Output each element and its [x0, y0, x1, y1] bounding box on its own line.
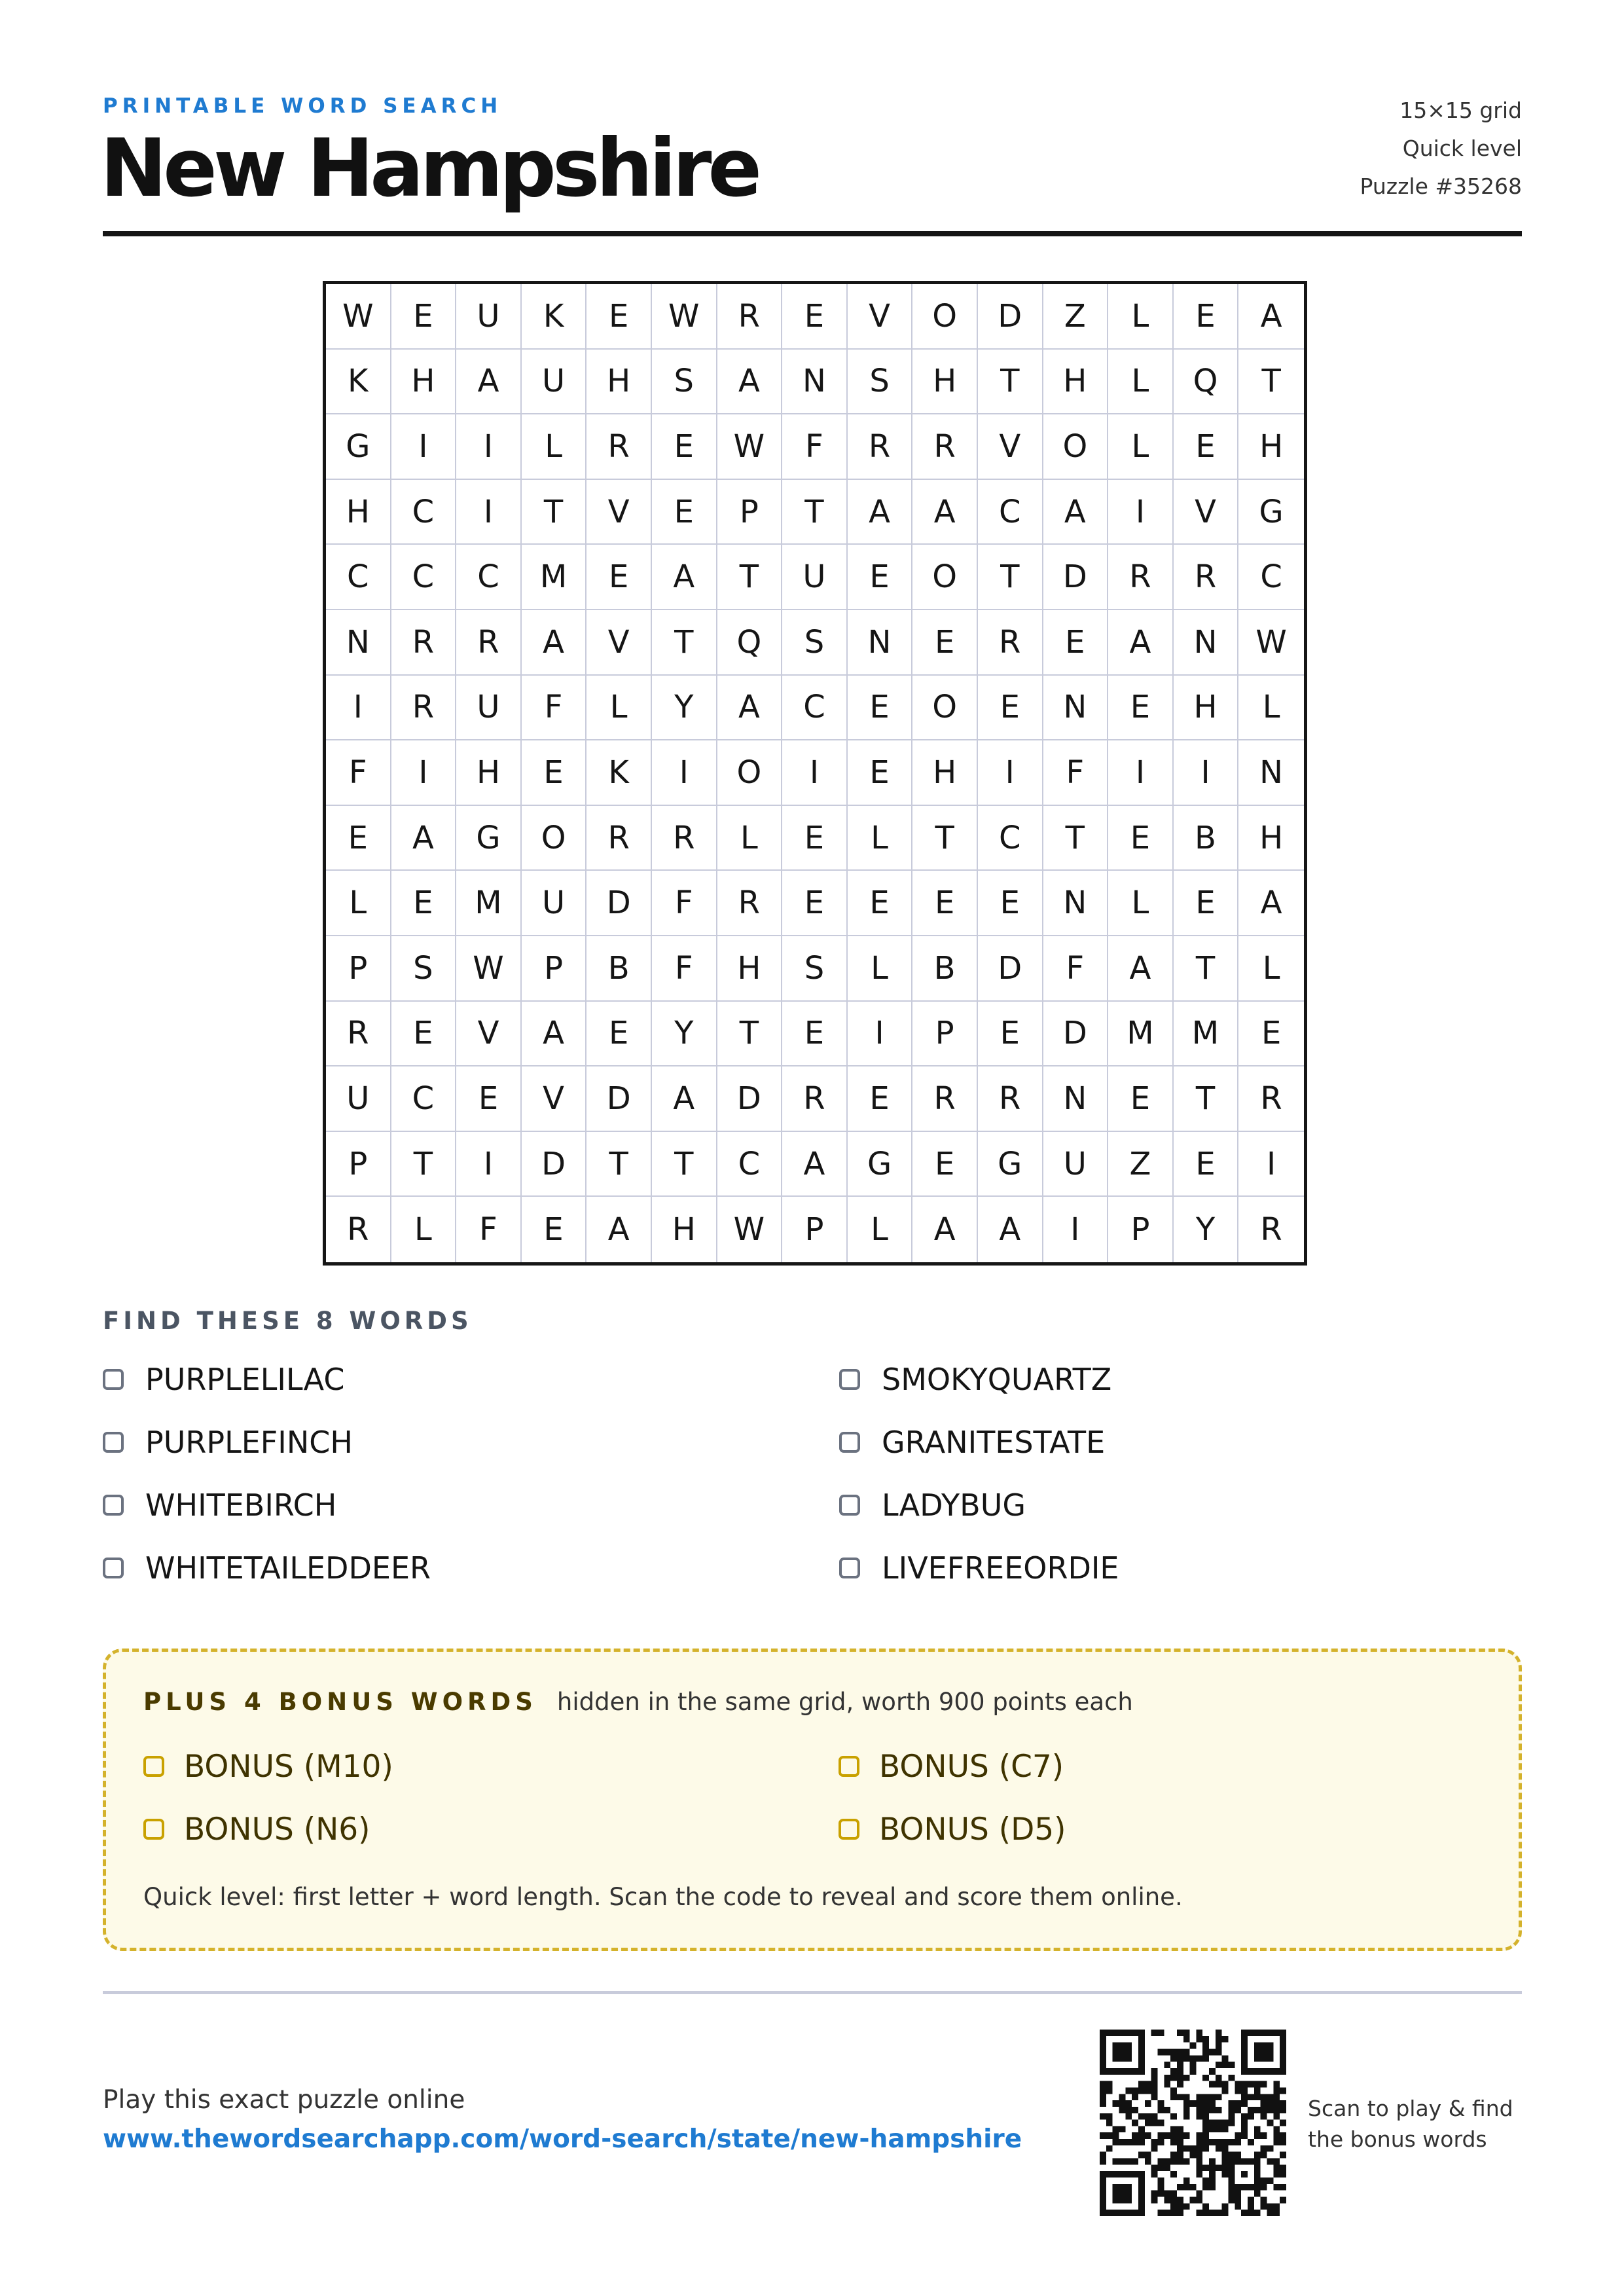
grid-cell[interactable]: Y	[652, 1002, 717, 1067]
grid-cell[interactable]: N	[1043, 676, 1109, 741]
checkbox-icon[interactable]	[839, 1369, 860, 1390]
bonus-word-label: BONUS (N6)	[184, 1811, 370, 1848]
grid-cell[interactable]: L	[326, 871, 391, 936]
bonus-word-item[interactable]	[143, 1810, 839, 1849]
grid-cell[interactable]: E	[782, 284, 848, 350]
grid-cell[interactable]: P	[326, 1132, 391, 1197]
grid-cell[interactable]: E	[1108, 676, 1174, 741]
grid-cell[interactable]: H	[326, 480, 391, 545]
grid-cell[interactable]: F	[522, 676, 587, 741]
grid-cell[interactable]: H	[1238, 414, 1304, 480]
word-label: LADYBUG	[882, 1487, 1026, 1523]
grid-cell[interactable]: B	[1174, 806, 1239, 871]
grid-cell[interactable]: T	[1174, 936, 1239, 1002]
grid-cell[interactable]: R	[652, 806, 717, 871]
grid-cell[interactable]: R	[1260, 1211, 1282, 1248]
grid-cell[interactable]: R	[456, 610, 522, 676]
grid-cell[interactable]: K	[326, 350, 391, 415]
grid-cell[interactable]: E	[586, 1002, 652, 1067]
grid-cell[interactable]: N	[1174, 610, 1239, 676]
grid-cell[interactable]: V	[456, 1002, 522, 1067]
bonus-word-item[interactable]	[839, 1747, 1492, 1786]
grid-cell[interactable]: R	[586, 806, 652, 871]
qr-caption-line-1: Scan to play & find	[1308, 2096, 1513, 2121]
word-label: SMOKYQUARTZ	[882, 1362, 1112, 1397]
grid-cell[interactable]: W	[717, 414, 783, 480]
checkbox-icon[interactable]	[143, 1756, 164, 1777]
grid-cell[interactable]: C	[391, 545, 457, 610]
grid-cell[interactable]: T	[978, 545, 1043, 610]
grid-cell[interactable]: E	[978, 1002, 1043, 1067]
grid-cell[interactable]: B	[586, 936, 652, 1002]
grid-cell[interactable]: A	[978, 1197, 1043, 1262]
letter-grid	[323, 281, 1307, 1266]
grid-cell[interactable]: Z	[1108, 1132, 1174, 1197]
grid-cell[interactable]: H	[912, 350, 978, 415]
grid-cell[interactable]: H	[391, 350, 457, 415]
grid-cell[interactable]: E	[912, 1132, 978, 1197]
grid-cell[interactable]: H	[717, 936, 783, 1002]
bonus-title: PLUS 4 BONUS WORDS	[143, 1688, 537, 1716]
grid-cell[interactable]: I	[1108, 480, 1174, 545]
qr-code-icon[interactable]	[1100, 2030, 1286, 2216]
grid-cell[interactable]: A	[1238, 871, 1304, 936]
grid-cell[interactable]: R	[912, 1066, 978, 1132]
word-item[interactable]	[103, 1360, 839, 1399]
grid-cell[interactable]: F	[1043, 740, 1109, 806]
grid-cell[interactable]: T	[717, 1002, 783, 1067]
grid-cell[interactable]: Y	[1174, 1197, 1239, 1262]
grid-cell[interactable]: V	[586, 610, 652, 676]
grid-cell[interactable]: D	[1043, 545, 1109, 610]
grid-cell[interactable]: T	[652, 1132, 717, 1197]
grid-cell[interactable]: A	[1108, 610, 1174, 676]
grid-cell[interactable]: P	[912, 1002, 978, 1067]
grid-cell[interactable]: R	[391, 610, 457, 676]
page-title: New Hampshire	[100, 122, 759, 215]
word-list	[103, 1360, 1522, 1588]
grid-cell[interactable]: T	[717, 545, 783, 610]
bonus-word-list	[143, 1747, 1492, 1849]
grid-cell[interactable]: E	[391, 871, 457, 936]
word-label: GRANITESTATE	[882, 1425, 1106, 1460]
grid-cell[interactable]: E	[848, 545, 913, 610]
word-item[interactable]	[103, 1423, 839, 1462]
grid-cell[interactable]: A	[586, 1197, 652, 1262]
grid-cell[interactable]: E	[978, 676, 1043, 741]
checkbox-icon[interactable]	[103, 1495, 124, 1516]
word-item[interactable]	[839, 1423, 1522, 1462]
grid-cell[interactable]: A	[717, 350, 783, 415]
grid-cell[interactable]: A	[848, 480, 913, 545]
grid-cell[interactable]: A	[522, 1002, 587, 1067]
grid-cell[interactable]: T	[652, 610, 717, 676]
grid-cell[interactable]: I	[848, 1002, 913, 1067]
grid-cell[interactable]: R	[1174, 545, 1239, 610]
grid-cell[interactable]: R	[326, 1197, 391, 1262]
checkbox-icon[interactable]	[103, 1432, 124, 1453]
grid-cell[interactable]: Q	[717, 610, 783, 676]
grid-cell[interactable]: F	[1043, 936, 1109, 1002]
grid-cell[interactable]: E	[391, 284, 457, 350]
grid-cell[interactable]: D	[1043, 1002, 1109, 1067]
grid-cell[interactable]: I	[456, 480, 522, 545]
grid-cell[interactable]: I	[391, 414, 457, 480]
grid-cell[interactable]: A	[912, 480, 978, 545]
grid-cell[interactable]: E	[782, 1002, 848, 1067]
grid-cell[interactable]: E	[652, 414, 717, 480]
grid-cell[interactable]: E	[586, 284, 652, 350]
grid-cell[interactable]: D	[586, 1066, 652, 1132]
grid-cell[interactable]: I	[652, 740, 717, 806]
header	[100, 92, 1522, 237]
checkbox-icon[interactable]	[103, 1558, 124, 1578]
grid-cell[interactable]: I	[978, 740, 1043, 806]
grid-cell[interactable]: E	[848, 740, 913, 806]
grid-cell[interactable]: R	[1238, 1066, 1304, 1132]
grid-cell[interactable]: E	[456, 1066, 522, 1132]
grid-cell[interactable]: R	[848, 414, 913, 480]
grid-cell[interactable]: A	[456, 350, 522, 415]
grid-size: 15×15 grid	[1399, 98, 1522, 123]
grid-cell[interactable]: L	[848, 936, 913, 1002]
grid-cell[interactable]: T	[912, 806, 978, 871]
grid-cell[interactable]: S	[848, 350, 913, 415]
checkbox-icon[interactable]	[143, 1819, 164, 1840]
word-label: WHITETAILEDDEER	[145, 1550, 431, 1586]
grid-cell[interactable]: N	[782, 350, 848, 415]
bonus-panel	[103, 1649, 1522, 1951]
grid-cell[interactable]: C	[978, 806, 1043, 871]
grid-cell[interactable]: E	[912, 610, 978, 676]
grid-cell[interactable]: E	[1108, 1066, 1174, 1132]
grid-cell[interactable]: V	[522, 1066, 587, 1132]
grid-cell[interactable]: S	[652, 350, 717, 415]
grid-cell[interactable]: E	[391, 1002, 457, 1067]
grid-cell[interactable]: K	[586, 740, 652, 806]
grid-cell[interactable]: C	[782, 676, 848, 741]
grid-cell[interactable]: V	[848, 284, 913, 350]
grid-cell[interactable]: I	[782, 740, 848, 806]
grid-cell[interactable]: A	[717, 676, 783, 741]
grid-cell[interactable]: R	[912, 414, 978, 480]
qr-caption	[1308, 2093, 1513, 2155]
grid-cell[interactable]: R	[717, 284, 783, 350]
grid-cell[interactable]: G	[848, 1132, 913, 1197]
grid-cell[interactable]: O	[1043, 414, 1109, 480]
grid-cell[interactable]: P	[1108, 1197, 1174, 1262]
word-label: LIVEFREEORDIE	[882, 1550, 1119, 1586]
grid-cell[interactable]: A	[782, 1132, 848, 1197]
grid-cell[interactable]: T	[586, 1132, 652, 1197]
grid-cell[interactable]: C	[456, 545, 522, 610]
grid-cell[interactable]: L	[1238, 936, 1304, 1002]
grid-cell[interactable]: Y	[652, 676, 717, 741]
grid-cell[interactable]: L	[1108, 414, 1174, 480]
grid-cell[interactable]: U	[456, 676, 522, 741]
grid-cell[interactable]: E	[1108, 806, 1174, 871]
grid-cell[interactable]: I	[391, 740, 457, 806]
grid-cell[interactable]: W	[1238, 610, 1304, 676]
grid-cell[interactable]: F	[652, 871, 717, 936]
grid-cell[interactable]: O	[912, 284, 978, 350]
grid-cell[interactable]: A	[522, 610, 587, 676]
grid-cell[interactable]: V	[1174, 480, 1239, 545]
grid-cell[interactable]: E	[326, 806, 391, 871]
grid-cell[interactable]: T	[978, 350, 1043, 415]
grid-cell[interactable]: E	[1174, 1132, 1239, 1197]
grid-cell[interactable]: E	[782, 871, 848, 936]
grid-cell[interactable]: I	[1174, 740, 1239, 806]
grid-cell[interactable]: R	[391, 676, 457, 741]
bonus-word-item[interactable]	[143, 1747, 839, 1786]
grid-cell[interactable]: I	[1043, 1197, 1109, 1262]
grid-cell[interactable]: L	[1108, 871, 1174, 936]
grid-cell[interactable]: Z	[1043, 284, 1109, 350]
grid-cell[interactable]: D	[586, 871, 652, 936]
grid-cell[interactable]: L	[848, 1197, 913, 1262]
bonus-subtitle: hidden in the same grid, worth 900 points each	[556, 1688, 1133, 1716]
grid-cell[interactable]: F	[782, 414, 848, 480]
grid-cell[interactable]: L	[586, 676, 652, 741]
word-item[interactable]	[103, 1548, 839, 1588]
grid-cell[interactable]: C	[717, 1132, 783, 1197]
word-item[interactable]	[839, 1548, 1522, 1588]
bonus-header	[143, 1688, 1133, 1716]
grid-cell[interactable]: T	[1174, 1066, 1239, 1132]
grid-cell[interactable]: D	[522, 1132, 587, 1197]
grid-cell[interactable]: N	[1238, 740, 1304, 806]
word-item[interactable]	[103, 1485, 839, 1525]
grid-cell[interactable]: L	[391, 1197, 457, 1262]
word-label: PURPLEFINCH	[145, 1425, 353, 1460]
grid-cell[interactable]: H	[586, 350, 652, 415]
grid-cell[interactable]: S	[782, 610, 848, 676]
grid-cell[interactable]: I	[456, 1132, 522, 1197]
grid-cell[interactable]: E	[978, 871, 1043, 936]
grid-cell[interactable]: A	[1238, 284, 1304, 350]
grid-cell[interactable]: E	[848, 871, 913, 936]
grid-cell[interactable]: E	[1238, 1002, 1304, 1067]
checkbox-icon[interactable]	[103, 1369, 124, 1390]
grid-cell[interactable]: L	[1108, 350, 1174, 415]
word-list-heading: FIND THESE 8 WORDS	[103, 1307, 473, 1335]
grid-cell[interactable]: E	[1174, 871, 1239, 936]
grid-cell[interactable]: E	[912, 871, 978, 936]
checkbox-icon[interactable]	[839, 1819, 859, 1840]
grid-cell[interactable]: T	[1043, 806, 1109, 871]
grid-cell[interactable]: E	[1043, 610, 1109, 676]
grid-cell[interactable]: H	[1174, 676, 1239, 741]
grid-cell[interactable]: A	[1108, 936, 1174, 1002]
grid-cell[interactable]: M	[1108, 1002, 1174, 1067]
grid-cell[interactable]: B	[912, 936, 978, 1002]
grid-cell[interactable]: E	[652, 480, 717, 545]
grid-cell[interactable]: K	[522, 284, 587, 350]
grid-cell[interactable]: L	[1108, 284, 1174, 350]
grid-cell[interactable]: Q	[1174, 350, 1239, 415]
grid-cell[interactable]: U	[1043, 1132, 1109, 1197]
grid-cell[interactable]: A	[1043, 480, 1109, 545]
grid-cell[interactable]: O	[912, 545, 978, 610]
grid-cell[interactable]: W	[717, 1197, 783, 1262]
grid-cell[interactable]: P	[782, 1197, 848, 1262]
grid-cell[interactable]: L	[717, 806, 783, 871]
grid-cell[interactable]: P	[717, 480, 783, 545]
grid-cell[interactable]: T	[522, 480, 587, 545]
grid-cell[interactable]: R	[586, 414, 652, 480]
grid-cell[interactable]: T	[1238, 350, 1304, 415]
grid-cell[interactable]: R	[978, 1066, 1043, 1132]
word-label: WHITEBIRCH	[145, 1487, 337, 1523]
grid-cell[interactable]: H	[456, 740, 522, 806]
grid-cell[interactable]: U	[456, 284, 522, 350]
grid-cell[interactable]: G	[978, 1132, 1043, 1197]
grid-cell[interactable]: H	[1043, 350, 1109, 415]
header-divider	[103, 231, 1522, 236]
grid-cell[interactable]: N	[848, 610, 913, 676]
grid-cell[interactable]: E	[782, 806, 848, 871]
grid-cell[interactable]: U	[782, 545, 848, 610]
grid-cell[interactable]: E	[1174, 284, 1239, 350]
footer-divider	[103, 1991, 1522, 1994]
word-item[interactable]	[839, 1360, 1522, 1399]
qr-caption-line-2: the bonus words	[1308, 2126, 1487, 2152]
grid-cell[interactable]: V	[978, 414, 1043, 480]
grid-cell[interactable]: R	[782, 1066, 848, 1132]
grid-cell[interactable]: O	[522, 806, 587, 871]
grid-cell[interactable]: H	[1238, 806, 1304, 871]
grid-cell[interactable]: U	[522, 350, 587, 415]
grid-cell[interactable]: D	[978, 284, 1043, 350]
grid-cell[interactable]: M	[1174, 1002, 1239, 1067]
grid-cell[interactable]: N	[326, 610, 391, 676]
grid-cell[interactable]: E	[586, 545, 652, 610]
kicker: PRINTABLE WORD SEARCH	[103, 94, 503, 118]
word-label: PURPLELILAC	[145, 1362, 345, 1397]
grid-cell[interactable]: W	[326, 284, 391, 350]
grid-cell[interactable]: M	[456, 871, 522, 936]
grid-cell[interactable]: G	[326, 414, 391, 480]
checkbox-icon[interactable]	[839, 1495, 860, 1516]
word-item[interactable]	[839, 1485, 1522, 1525]
footer-label: Play this exact puzzle online	[103, 2085, 465, 2115]
grid-cell[interactable]: A	[912, 1197, 978, 1262]
puzzle-number: Puzzle #35268	[1360, 173, 1522, 199]
grid-cell[interactable]: S	[782, 936, 848, 1002]
grid-cell[interactable]: O	[912, 676, 978, 741]
grid-cell[interactable]: T	[391, 1132, 457, 1197]
grid-cell[interactable]: R	[978, 610, 1043, 676]
grid-cell[interactable]: I	[1238, 1132, 1304, 1197]
bonus-word-label: BONUS (D5)	[879, 1811, 1066, 1848]
checkbox-icon[interactable]	[839, 1432, 860, 1453]
grid-cell[interactable]: I	[456, 414, 522, 480]
grid-cell[interactable]: D	[717, 1066, 783, 1132]
grid-cell[interactable]: A	[652, 545, 717, 610]
grid-cell[interactable]: L	[1238, 676, 1304, 741]
grid-cell[interactable]: M	[522, 545, 587, 610]
puzzle-meta	[1360, 92, 1522, 206]
checkbox-icon[interactable]	[839, 1558, 860, 1578]
grid-cell[interactable]: O	[717, 740, 783, 806]
grid-cell[interactable]: P	[522, 936, 587, 1002]
grid-cell[interactable]: C	[978, 480, 1043, 545]
grid-cell[interactable]: F	[326, 740, 391, 806]
bonus-word-label: BONUS (C7)	[879, 1748, 1064, 1785]
grid-cell[interactable]: C	[391, 1066, 457, 1132]
grid-cell[interactable]: E	[848, 1066, 913, 1132]
grid-cell[interactable]: C	[326, 545, 391, 610]
grid-cell[interactable]: R	[717, 871, 783, 936]
bonus-word-item[interactable]	[839, 1810, 1492, 1849]
grid-cell[interactable]: R	[1108, 545, 1174, 610]
grid-cell[interactable]: W	[652, 284, 717, 350]
grid-cell[interactable]: A	[652, 1066, 717, 1132]
grid-cell[interactable]: G	[1238, 480, 1304, 545]
grid-cell[interactable]: C	[1238, 545, 1304, 610]
grid-cell[interactable]: N	[1043, 1066, 1109, 1132]
grid-cell[interactable]: I	[1108, 740, 1174, 806]
grid-cell[interactable]: V	[586, 480, 652, 545]
grid-cell[interactable]: A	[391, 806, 457, 871]
grid-cell[interactable]: D	[978, 936, 1043, 1002]
grid-cell[interactable]: H	[912, 740, 978, 806]
grid-cell[interactable]: L	[848, 806, 913, 871]
grid-cell[interactable]: E	[522, 740, 587, 806]
grid-cell[interactable]: R	[326, 1002, 391, 1067]
grid-cell[interactable]: C	[391, 480, 457, 545]
grid-cell[interactable]: G	[456, 806, 522, 871]
grid-cell[interactable]: L	[522, 414, 587, 480]
grid-cell[interactable]: W	[456, 936, 522, 1002]
bonus-word-label: BONUS (M10)	[184, 1748, 393, 1785]
grid-cell[interactable]: E	[1174, 414, 1239, 480]
grid-cell[interactable]: E	[522, 1197, 587, 1262]
grid-cell[interactable]: U	[326, 1066, 391, 1132]
bonus-note: Quick level: first letter + word length. Scan the code to reveal and score them online.	[143, 1883, 1183, 1911]
grid-cell[interactable]: P	[326, 936, 391, 1002]
difficulty-level: Quick level	[1402, 136, 1522, 161]
grid-cell[interactable]: N	[1043, 871, 1109, 936]
grid-cell[interactable]: E	[848, 676, 913, 741]
grid-cell[interactable]: I	[326, 676, 391, 741]
grid-cell[interactable]: U	[522, 871, 587, 936]
grid-cell[interactable]: T	[782, 480, 848, 545]
grid-cell[interactable]: S	[391, 936, 457, 1002]
grid-cell[interactable]: F	[652, 936, 717, 1002]
checkbox-icon[interactable]	[839, 1756, 859, 1777]
puzzle-url-link[interactable]: www.thewordsearchapp.com/word-search/state/new-hampshire	[103, 2124, 1022, 2154]
grid-cell[interactable]: F	[456, 1197, 522, 1262]
grid-cell[interactable]: H	[652, 1197, 717, 1262]
